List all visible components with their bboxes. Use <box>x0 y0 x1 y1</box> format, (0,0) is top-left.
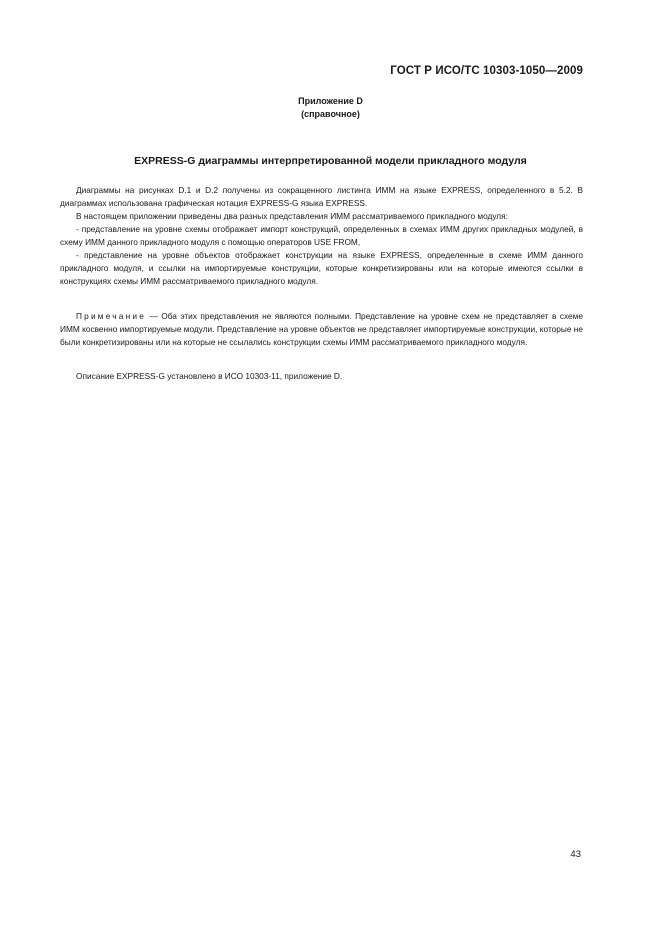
note-label: Примечание <box>76 311 147 321</box>
paragraph: В настоящем приложении приведены два разных представления ИММ рассматриваемого прикладного модуля: <box>76 211 508 221</box>
note-paragraph <box>60 310 583 349</box>
section-title: EXPRESS-G диаграммы интерпретированной модели прикладного модуля <box>134 155 527 167</box>
paragraph: - представление на уровне схемы отображает импорт конструкций, определенных в схемах ИММ других прикладных модулей, в схему ИММ данного прикладного модуля с помощью операторов USE FROM, <box>60 224 583 247</box>
closing-paragraph: Описание EXPRESS-G установлено в ИСО 10303-11, приложение D. <box>76 371 343 381</box>
note-block <box>60 310 583 349</box>
note-text: — Оба этих представления не являются полными. Представление на уровне схем не представляет в схеме ИММ косвенно импортируемые модули. Представление на уровне объектов не представляет импортируемые конструкции, которые не были конкретизированы или на которые не ссылались конструкции схемы ИММ рассматриваемого прикладного модуля. <box>60 311 583 347</box>
standard-id-header: ГОСТ Р ИСО/ТС 10303-1050—2009 <box>390 65 583 77</box>
paragraph: - представление на уровне объектов отображает конструкции на языке EXPRESS, определенные в схеме ИММ данного прикладного модуля, и ссылки на импортируемые конструкции, которые конкретизированы или на которые имеются ссылки в конструкциях схемы ИММ рассматриваемого прикладного модуля. <box>60 250 583 286</box>
body-paragraphs <box>60 184 583 288</box>
page-number: 43 <box>570 849 581 860</box>
closing-block <box>60 370 583 383</box>
annex-title: Приложение D <box>298 96 363 106</box>
paragraph: Диаграммы на рисунках D.1 и D.2 получены из сокращенного листинга ИММ на языке EXPRESS, определенного в 5.2. В диаграммах использована графическая нотация EXPRESS-G языка EXPRESS. <box>60 185 583 208</box>
annex-heading <box>0 95 661 121</box>
annex-type: (справочное) <box>301 109 360 119</box>
